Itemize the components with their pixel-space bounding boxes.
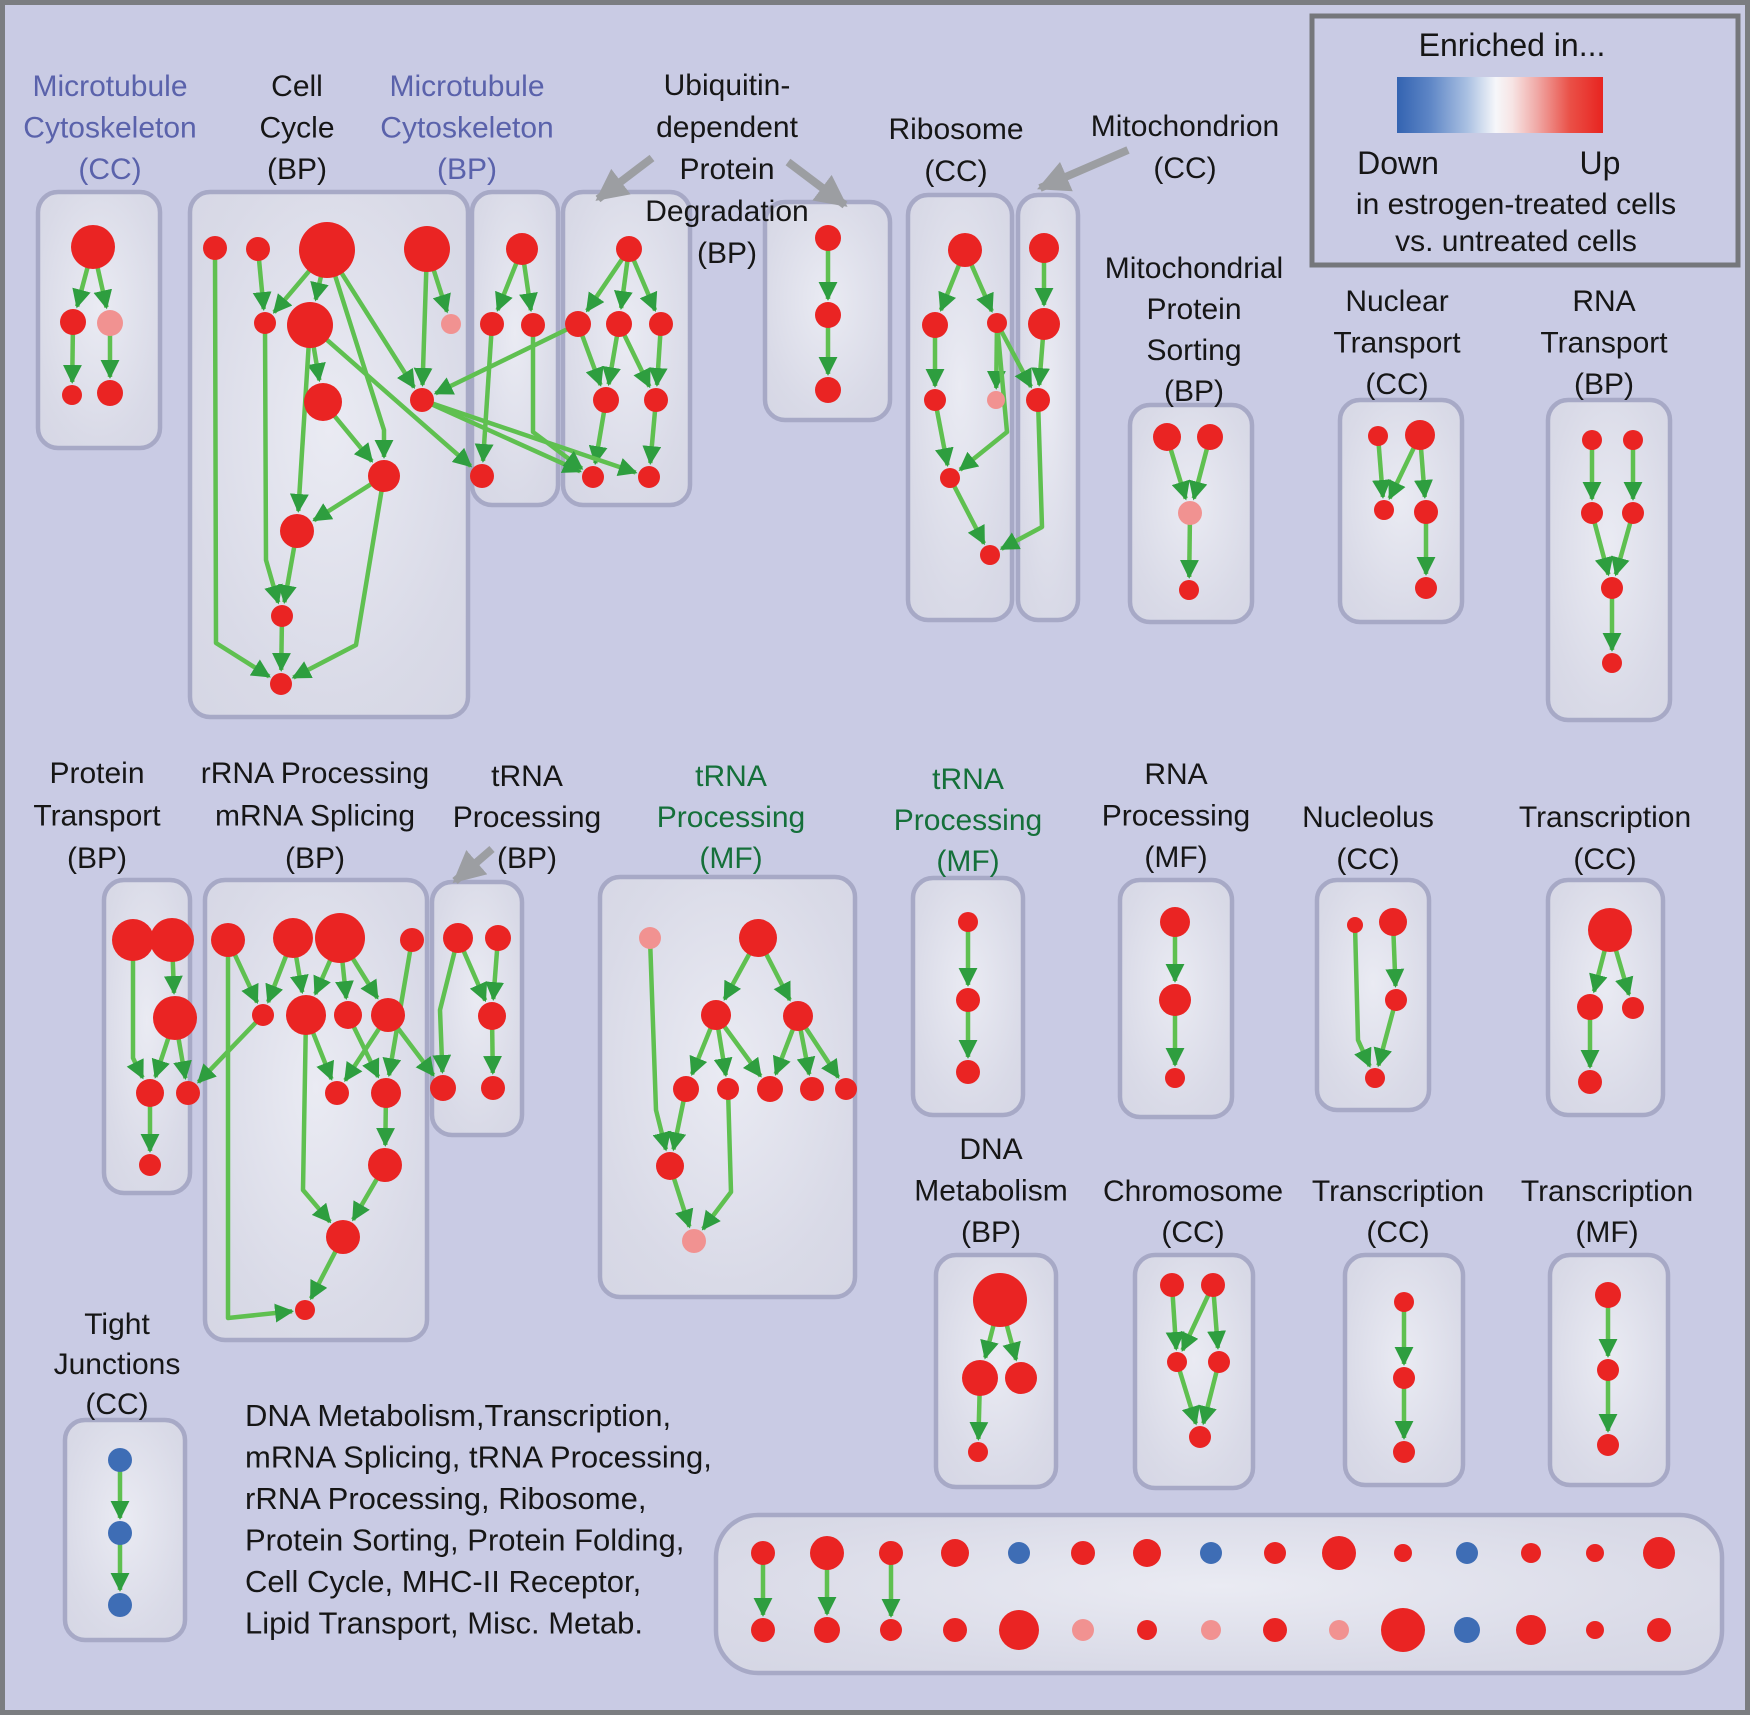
node-f2 <box>739 919 777 957</box>
node-r4 <box>924 389 946 411</box>
node-w6b <box>1072 1619 1094 1641</box>
node-g3 <box>956 1060 980 1084</box>
node-p1 <box>112 919 154 961</box>
legend-title: Enriched in... <box>1418 27 1606 63</box>
node-w12t <box>1456 1542 1478 1564</box>
node-m2 <box>1028 308 1060 340</box>
node-p6 <box>139 1154 161 1176</box>
node-w9t <box>1264 1542 1286 1564</box>
node-nl2 <box>1379 908 1407 936</box>
rna-processing-mf-label: RNA Processing (MF) <box>1101 758 1251 874</box>
node-w14b <box>1586 1621 1604 1639</box>
node-q5 <box>252 1004 274 1026</box>
node-s4 <box>1179 580 1199 600</box>
trna-processing-bp-label: tRNA Processing (BP) <box>452 760 602 875</box>
transcription-mf-label: Transcription (MF) <box>1520 1175 1694 1249</box>
legend-down-label: Down <box>1357 145 1439 181</box>
node-ch5 <box>1189 1426 1211 1448</box>
rna-transport-bp-label: RNA Transport (BP) <box>1540 285 1668 401</box>
transcription-cc-bottom-label: Transcription (CC) <box>1311 1175 1485 1249</box>
legend-gradient-bar <box>1397 77 1603 133</box>
node-u1 <box>616 236 642 262</box>
node-u8 <box>638 466 660 488</box>
nuclear-transport-cc-box <box>1340 400 1462 622</box>
node-m1 <box>1029 233 1059 263</box>
node-cc6 <box>287 302 333 348</box>
node-mb2 <box>480 312 504 336</box>
node-mb3 <box>521 313 545 337</box>
node-w10b <box>1329 1620 1349 1640</box>
node-b4 <box>430 1075 456 1101</box>
node-w13b <box>1516 1615 1546 1645</box>
node-f5 <box>673 1076 699 1102</box>
node-nl3 <box>1385 989 1407 1011</box>
node-ch4 <box>1208 1351 1230 1373</box>
node-r2 <box>922 312 948 338</box>
microtubule-cytoskeleton-bp-label: Microtubule Cytoskeleton (BP) <box>380 70 554 186</box>
node-y1 <box>1595 1282 1621 1308</box>
node-tc3 <box>1622 997 1644 1019</box>
ubiquitin-degradation-bp-1-label: Ubiquitin-dependent Protein Degradation (BP) <box>645 69 809 270</box>
node-f4 <box>783 1001 813 1031</box>
protein-transport-bp-label: Protein Transport (BP) <box>33 757 161 875</box>
node-w11b <box>1381 1608 1425 1652</box>
node-n1 <box>1368 426 1388 446</box>
node-nl1 <box>1347 917 1363 933</box>
node-tj1 <box>108 1448 132 1472</box>
node-b2 <box>485 925 511 951</box>
nuclear-transport-cc-label: Nuclear Transport (CC) <box>1333 285 1461 401</box>
mitochondrial-protein-sorting-bp-label: Mitochondrial Protein Sorting (BP) <box>1104 252 1284 408</box>
node-n4 <box>1414 500 1438 524</box>
node-w10t <box>1322 1536 1356 1570</box>
node-ch3 <box>1167 1352 1187 1372</box>
node-g2 <box>956 988 980 1012</box>
node-tj2 <box>108 1521 132 1545</box>
node-t1 <box>1582 430 1602 450</box>
node-q3 <box>315 913 365 963</box>
node-w15t <box>1643 1537 1675 1569</box>
node-w7b <box>1137 1620 1157 1640</box>
node-v2 <box>815 302 841 328</box>
node-q8 <box>371 998 405 1032</box>
node-q12 <box>326 1220 360 1254</box>
node-k5 <box>97 380 123 406</box>
legend-up-label: Up <box>1579 145 1621 181</box>
node-cc9 <box>368 460 400 492</box>
node-mb4 <box>470 464 494 488</box>
node-q13 <box>295 1300 315 1320</box>
node-f3 <box>701 1000 731 1030</box>
legend-caption-line2: vs. untreated cells <box>1395 225 1637 258</box>
node-f11 <box>682 1229 706 1253</box>
node-q4 <box>400 928 424 952</box>
node-tc4 <box>1578 1070 1602 1094</box>
microtubule-cytoskeleton-cc-label: Microtubule Cytoskeleton (CC) <box>23 70 197 186</box>
node-p3 <box>153 996 197 1040</box>
mitochondrion-cc-label: Mitochondrion (CC) <box>1090 110 1280 185</box>
node-w4t <box>941 1539 969 1567</box>
ribosome-cc-label: Ribosome (CC) <box>888 113 1024 188</box>
node-f6 <box>717 1078 739 1100</box>
node-w11t <box>1394 1544 1412 1562</box>
chromosome-cc-box <box>1135 1255 1253 1488</box>
node-u3 <box>606 311 632 337</box>
node-cc11 <box>271 605 293 627</box>
node-cc8 <box>410 388 434 412</box>
misc-terms-box <box>716 1515 1722 1673</box>
node-w4b <box>943 1618 967 1642</box>
node-q2 <box>273 918 313 958</box>
node-y3 <box>1597 1434 1619 1456</box>
node-cc1 <box>203 236 227 260</box>
trna-processing-mf-1-label: tRNA Processing (MF) <box>656 760 806 875</box>
node-w1b <box>751 1618 775 1642</box>
node-f8 <box>800 1077 824 1101</box>
transcription-cc-mid-label: Transcription (CC) <box>1518 801 1692 876</box>
node-w8b <box>1201 1620 1221 1640</box>
node-f1 <box>639 927 661 949</box>
node-p4 <box>136 1079 164 1107</box>
node-w9b <box>1263 1618 1287 1642</box>
node-s1 <box>1153 423 1181 451</box>
node-cc10 <box>280 514 314 548</box>
tight-junctions-cc-label: Tight Junctions (CC) <box>53 1308 181 1421</box>
node-n2 <box>1405 420 1435 450</box>
node-r1 <box>948 233 982 267</box>
node-s3 <box>1178 501 1202 525</box>
node-tj3 <box>108 1593 132 1617</box>
node-g1 <box>958 912 978 932</box>
node-q11 <box>368 1148 402 1182</box>
node-tc2 <box>1577 994 1603 1020</box>
node-mb1 <box>506 233 538 265</box>
node-u6 <box>644 388 668 412</box>
node-s2 <box>1197 424 1223 450</box>
node-q6 <box>286 995 326 1035</box>
node-u2 <box>565 311 591 337</box>
node-w14t <box>1586 1544 1604 1562</box>
node-w1t <box>751 1541 775 1565</box>
node-m3 <box>1026 388 1050 412</box>
node-h1 <box>1160 907 1190 937</box>
node-f7 <box>757 1076 783 1102</box>
node-b1 <box>443 923 473 953</box>
node-d2 <box>962 1360 998 1396</box>
node-nl4 <box>1365 1068 1385 1088</box>
nucleolus-cc-label: Nucleolus (CC) <box>1302 801 1434 876</box>
node-t3 <box>1581 502 1603 524</box>
node-t2 <box>1623 430 1643 450</box>
cell-cycle-bp-label: Cell Cycle (BP) <box>259 70 335 186</box>
node-f10 <box>656 1152 684 1180</box>
node-b5 <box>481 1076 505 1100</box>
node-w8t <box>1200 1542 1222 1564</box>
node-x1 <box>1394 1292 1414 1312</box>
node-x2 <box>1393 1367 1415 1389</box>
node-t4 <box>1622 502 1644 524</box>
node-w2t <box>810 1536 844 1570</box>
misc-terms-note: DNA Metabolism,Transcription, mRNA Splicing, tRNA Processing, rRNA Processing, Ribosome, Protein Sorting, Protein Folding, Cell Cycle, MHC-II Receptor, Lipid Transport, Misc. Metab. <box>245 1398 712 1641</box>
node-n3 <box>1374 500 1394 520</box>
node-w3b <box>880 1619 902 1641</box>
node-y2 <box>1597 1359 1619 1381</box>
node-u4 <box>649 312 673 336</box>
chromosome-cc-label: Chromosome (CC) <box>1102 1175 1284 1249</box>
node-d3 <box>1005 1362 1037 1394</box>
node-d1 <box>973 1273 1027 1327</box>
node-b3 <box>478 1002 506 1030</box>
node-x3 <box>1393 1441 1415 1463</box>
node-d4 <box>968 1442 988 1462</box>
node-w3t <box>879 1541 903 1565</box>
node-w7t <box>1133 1539 1161 1567</box>
node-q7 <box>334 1001 362 1029</box>
node-r5 <box>987 391 1005 409</box>
node-q9 <box>325 1081 349 1105</box>
dna-metabolism-bp-label: DNA Metabolism (BP) <box>914 1133 1068 1249</box>
node-w12b <box>1454 1617 1480 1643</box>
node-p5 <box>176 1081 200 1105</box>
node-q10 <box>371 1078 401 1108</box>
trna-processing-mf-2-label: tRNA Processing (MF) <box>893 763 1043 878</box>
node-ch1 <box>1160 1273 1184 1297</box>
node-cc3 <box>299 222 355 278</box>
node-w6t <box>1071 1541 1095 1565</box>
node-k1 <box>71 225 115 269</box>
node-u7 <box>582 466 604 488</box>
node-k2 <box>60 309 86 335</box>
node-w13t <box>1521 1543 1541 1563</box>
node-ch2 <box>1201 1273 1225 1297</box>
node-p2 <box>150 918 194 962</box>
node-v3 <box>815 377 841 403</box>
node-w5t <box>1008 1542 1030 1564</box>
node-k3 <box>97 310 123 336</box>
node-t5 <box>1601 577 1623 599</box>
node-tc1 <box>1588 908 1632 952</box>
node-h2 <box>1159 984 1191 1016</box>
node-r6 <box>940 468 960 488</box>
node-ccP <box>441 314 461 334</box>
node-v1 <box>815 225 841 251</box>
node-w5b <box>999 1610 1039 1650</box>
node-cc7 <box>304 383 342 421</box>
node-f9 <box>835 1078 857 1100</box>
node-n5 <box>1415 577 1437 599</box>
node-k4 <box>62 385 82 405</box>
rrna-processing-mrna-splicing-bp-label: rRNA Processing mRNA Splicing (BP) <box>200 757 430 875</box>
node-cc2 <box>246 237 270 261</box>
node-r3 <box>987 313 1007 333</box>
node-r7 <box>980 545 1000 565</box>
node-cc4 <box>404 226 450 272</box>
node-q1 <box>211 923 245 957</box>
node-u5 <box>593 387 619 413</box>
node-w15b <box>1647 1618 1671 1642</box>
node-w2b <box>814 1617 840 1643</box>
node-cc5 <box>254 312 276 334</box>
legend-caption-line1: in estrogen-treated cells <box>1355 188 1677 221</box>
node-h3 <box>1165 1068 1185 1088</box>
node-cc12 <box>270 673 292 695</box>
node-t6 <box>1602 653 1622 673</box>
